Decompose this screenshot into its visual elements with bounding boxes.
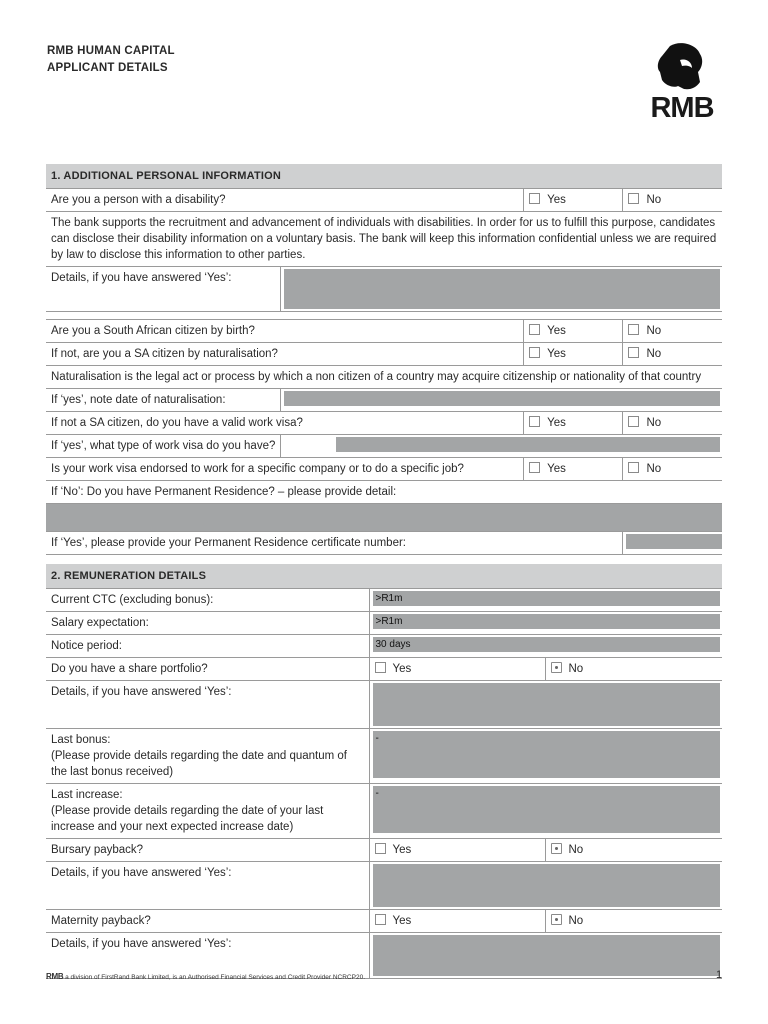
- bonus-field[interactable]: -: [373, 731, 721, 778]
- option-label: No: [568, 915, 584, 927]
- question-sa-nat: If not, are you a SA citizen by naturalisation?: [46, 343, 524, 366]
- option-label: No: [646, 194, 662, 206]
- nat-date-field[interactable]: [284, 391, 720, 406]
- details-label: Details, if you have answered ‘Yes’:: [46, 267, 281, 312]
- section-title: 2. REMUNERATION DETAILS: [46, 564, 722, 589]
- sa-nat-yes-checkbox[interactable]: [529, 347, 540, 358]
- share-yes-checkbox[interactable]: [375, 662, 386, 673]
- option-label: Yes: [547, 463, 566, 475]
- salary-field[interactable]: >R1m: [373, 614, 721, 629]
- ctc-label: Current CTC (excluding bonus):: [46, 589, 369, 612]
- disability-note: The bank supports the recruitment and advancement of individuals with disabilities. In order for us to fulfill this purpose, candidates can disclose their disability information on a voluntary basis. The bank will keep this information confidential unless we are required by law to disclose this information to other parties.: [46, 212, 722, 267]
- visa-type-field[interactable]: [336, 437, 720, 452]
- bonus-label: Last bonus:: [51, 734, 111, 746]
- maternity-details-field[interactable]: [373, 935, 721, 976]
- bursary-label: Bursary payback?: [46, 839, 369, 862]
- share-details-field[interactable]: [373, 683, 721, 726]
- header-subtitle: APPLICANT DETAILS: [47, 62, 168, 74]
- sa-birth-yes-checkbox[interactable]: [529, 324, 540, 335]
- option-label: Yes: [392, 663, 412, 675]
- spacer: [46, 312, 722, 320]
- salary-label: Salary expectation:: [46, 612, 369, 635]
- section-title: 1. ADDITIONAL PERSONAL INFORMATION: [46, 164, 722, 189]
- increase-field[interactable]: -: [373, 786, 721, 833]
- option-label: No: [646, 348, 662, 360]
- notice-label: Notice period:: [46, 635, 369, 658]
- header-title: RMB HUMAN CAPITAL: [47, 45, 175, 57]
- details-label: Details, if you have answered ‘Yes’:: [46, 862, 369, 910]
- visa-endorsed-no-checkbox[interactable]: [628, 462, 639, 473]
- question-sa-birth: Are you a South African citizen by birth?: [46, 320, 524, 343]
- maternity-yes-checkbox[interactable]: [375, 914, 386, 925]
- increase-label: Last increase:: [51, 789, 123, 801]
- ctc-field[interactable]: >R1m: [373, 591, 721, 606]
- question-visa-endorsed: Is your work visa endorsed to work for a specific company or to do a specific job?: [46, 458, 524, 481]
- question-disability: Are you a person with a disability?: [46, 189, 524, 212]
- option-label: No: [646, 463, 662, 475]
- question-perm-cert: If ‘Yes’, please provide your Permanent Residence certificate number:: [46, 532, 623, 555]
- additional-info-table: [46, 164, 722, 555]
- option-label: Yes: [547, 417, 566, 429]
- lion-head-icon: [640, 42, 724, 92]
- details-label: Details, if you have answered ‘Yes’:: [46, 681, 369, 729]
- question-visa-type: If ‘yes’, what type of work visa do you have?: [46, 435, 281, 458]
- option-label: Yes: [547, 325, 566, 337]
- work-visa-no-checkbox[interactable]: [628, 416, 639, 427]
- page-header: [47, 43, 175, 77]
- option-label: Yes: [392, 844, 412, 856]
- details-label: Details, if you have answered ‘Yes’:: [46, 933, 369, 979]
- remuneration-table: [46, 564, 722, 979]
- option-label: Yes: [547, 194, 566, 206]
- sa-nat-no-checkbox[interactable]: [628, 347, 639, 358]
- option-label: No: [646, 325, 662, 337]
- share-label: Do you have a share portfolio?: [46, 658, 369, 681]
- question-perm-res: If ‘No’: Do you have Permanent Residence? – please provide detail:: [46, 481, 722, 504]
- sa-birth-no-checkbox[interactable]: [628, 324, 639, 335]
- footer-text: a division of FirstRand Bank Limited, is an Authorised Financial Services and Credit Provider NCRCP20.: [65, 974, 365, 981]
- maternity-label: Maternity payback?: [46, 910, 369, 933]
- question-work-visa: If not a SA citizen, do you have a valid work visa?: [46, 412, 524, 435]
- footer-brand: RMB: [46, 972, 64, 981]
- logo-text: RMB: [650, 92, 714, 124]
- footer: [46, 972, 365, 981]
- perm-cert-field[interactable]: [626, 534, 722, 549]
- option-label: Yes: [547, 348, 566, 360]
- option-label: No: [568, 844, 584, 856]
- page-number: 1: [716, 969, 723, 981]
- work-visa-yes-checkbox[interactable]: [529, 416, 540, 427]
- increase-label-cell: [46, 784, 369, 839]
- bonus-hint: (Please provide details regarding the date and quantum of the last bonus received): [51, 750, 348, 778]
- option-label: Yes: [392, 915, 412, 927]
- disability-yes-checkbox[interactable]: [529, 193, 540, 204]
- nat-note: Naturalisation is the legal act or process by which a non citizen of a country may acquire citizenship or nationality of that country: [46, 366, 722, 389]
- increase-hint: (Please provide details regarding the date of your last increase and your next expected increase date): [51, 805, 324, 833]
- bursary-details-field[interactable]: [373, 864, 721, 907]
- bursary-no-checkbox[interactable]: [551, 843, 562, 854]
- notice-field[interactable]: 30 days: [373, 637, 721, 652]
- rmb-logo: [640, 42, 724, 124]
- disability-no-checkbox[interactable]: [628, 193, 639, 204]
- share-no-checkbox[interactable]: [551, 662, 562, 673]
- maternity-no-checkbox[interactable]: [551, 914, 562, 925]
- question-nat-date: If ‘yes’, note date of naturalisation:: [46, 389, 281, 412]
- visa-endorsed-yes-checkbox[interactable]: [529, 462, 540, 473]
- option-label: No: [568, 663, 584, 675]
- perm-res-field[interactable]: [46, 506, 722, 528]
- option-label: No: [646, 417, 662, 429]
- disability-details-field[interactable]: [284, 269, 720, 309]
- bonus-label-cell: [46, 729, 369, 784]
- bursary-yes-checkbox[interactable]: [375, 843, 386, 854]
